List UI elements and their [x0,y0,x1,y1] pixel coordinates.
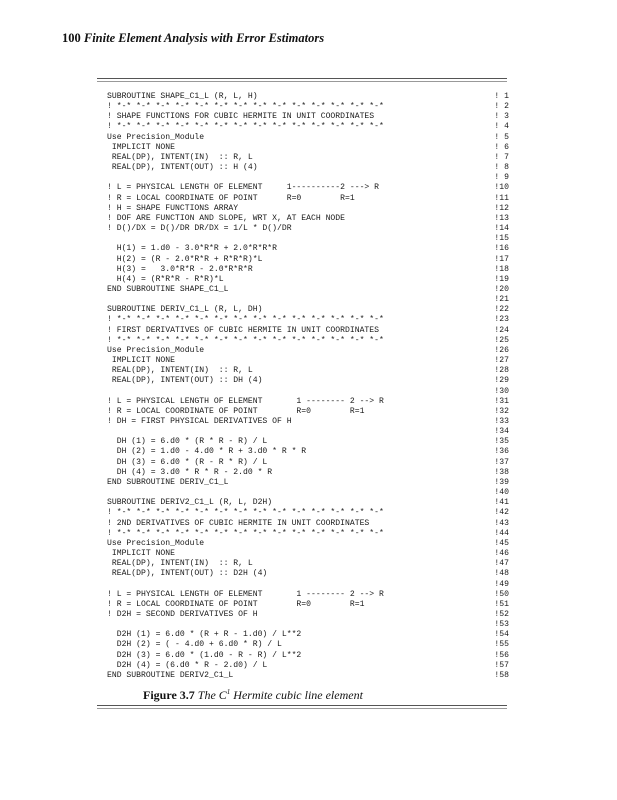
figure-bottom-rule-inner [97,708,507,709]
code-line-number: !21 [494,295,509,305]
code-line-number: !45 [494,538,509,548]
code-line [107,356,509,366]
code-line-number: !48 [494,569,509,579]
code-line [107,295,509,305]
caption-superscript: 1 [226,688,231,696]
code-line-number: !30 [494,386,509,396]
code-line-number: !46 [494,549,509,559]
code-line-text: REAL(DP), INTENT(OUT) :: DH (4) [107,376,263,386]
code-line-text: ! D2H = SECOND DERIVATIVES OF H [107,609,258,619]
code-line [107,92,509,102]
code-line-text: REAL(DP), INTENT(IN) :: R, L [107,366,253,376]
code-line-number: ! 1 [494,92,509,101]
code-line-number: !12 [494,203,509,213]
code-line-text: D2H (1) = 6.d0 * (R + R - 1.d0) / L**2 [107,630,302,640]
code-line [107,630,509,640]
code-listing [107,92,509,681]
code-line [107,569,509,579]
code-line-text: Use Precision_Module [107,538,205,548]
code-line-text: ! *-* *-* *-* *-* *-* *-* *-* *-* *-* *-* *-* *-* *-* *-* [107,335,384,345]
code-line [107,427,509,437]
code-line [107,559,509,569]
code-line-text: IMPLICIT NONE [107,356,175,366]
figure-top-rule [97,78,507,79]
code-line-text: ! L = PHYSICAL LENGTH OF ELEMENT 1----------2 ---> R [107,183,379,193]
figure-top-rule-inner [97,81,507,82]
code-line-text: D2H (3) = 6.d0 * (1.d0 - R - R) / L**2 [107,650,302,660]
code-line [107,366,509,376]
code-line [107,244,509,254]
code-line-number: !43 [494,518,509,528]
code-line-text: ! R = LOCAL COORDINATE OF POINT R=0 R=1 [107,599,365,609]
code-line [107,519,509,529]
code-line-text: ! L = PHYSICAL LENGTH OF ELEMENT 1 -------- 2 --> R [107,589,384,599]
code-line [107,640,509,650]
code-line-number: !40 [494,488,509,498]
code-line-text: IMPLICIT NONE [107,549,175,559]
code-line [107,234,509,244]
code-line [107,153,509,163]
code-line-number: !10 [494,183,509,193]
figure-label: Figure 3.7 [143,688,195,702]
running-header [62,31,324,46]
code-line [107,315,509,325]
code-line-number: !41 [494,498,509,508]
code-line [107,600,509,610]
code-line [107,651,509,661]
code-line-text: ! *-* *-* *-* *-* *-* *-* *-* *-* *-* *-* *-* *-* *-* *-* [107,122,384,132]
code-line [107,285,509,295]
code-line-text: SUBROUTINE DERIV2_C1_L (R, L, D2H) [107,498,273,508]
code-line [107,133,509,143]
code-line [107,529,509,539]
code-line-text: REAL(DP), INTENT(OUT) :: D2H (4) [107,569,268,579]
code-line [107,112,509,122]
code-line [107,498,509,508]
code-line-number: !16 [494,244,509,254]
code-line-number: !27 [494,356,509,366]
code-line [107,580,509,590]
code-line [107,407,509,417]
code-line [107,437,509,447]
code-line-text: REAL(DP), INTENT(IN) :: R, L [107,152,253,162]
code-line-number: ! 6 [494,142,509,152]
code-line [107,275,509,285]
code-line [107,326,509,336]
code-line-text: Use Precision_Module [107,345,205,355]
code-line [107,102,509,112]
code-line-text: ! SHAPE FUNCTIONS FOR CUBIC HERMITE IN UNIT COORDINATES [107,112,375,122]
code-line [107,376,509,386]
code-line-number: !31 [494,396,509,406]
code-line-number: ! 3 [494,112,509,122]
code-line-text: IMPLICIT NONE [107,142,175,152]
code-line [107,397,509,407]
code-line [107,173,509,183]
book-title: Finite Element Analysis with Error Estimators [83,31,325,45]
code-line [107,590,509,600]
code-line-number: !22 [494,305,509,315]
code-line [107,417,509,427]
code-line-text: ! L = PHYSICAL LENGTH OF ELEMENT 1 -------- 2 --> R [107,396,384,406]
code-line [107,194,509,204]
code-line [107,539,509,549]
code-line-text: DH (2) = 1.d0 - 4.d0 * R + 3.d0 * R * R [107,447,307,457]
code-line-number: !14 [494,224,509,234]
code-line-number: !53 [494,620,509,630]
code-line-text: ! DH = FIRST PHYSICAL DERIVATIVES OF H [107,417,292,426]
code-line-text: REAL(DP), INTENT(OUT) :: H (4) [107,163,258,173]
code-line [107,549,509,559]
code-line [107,336,509,346]
code-line-text: ! FIRST DERIVATIVES OF CUBIC HERMITE IN UNIT COORDINATES [107,325,379,335]
code-line-number: !49 [494,579,509,589]
code-line-text: ! R = LOCAL COORDINATE OF POINT R=0 R=1 [107,406,365,416]
code-line-text: H(1) = 1.d0 - 3.0*R*R + 2.0*R*R*R [107,244,277,254]
code-line-number: !20 [494,284,509,294]
code-line [107,478,509,488]
code-line-text: END SUBROUTINE SHAPE_C1_L [107,284,229,294]
code-line [107,610,509,620]
code-line-text: H(2) = (R - 2.0*R*R + R*R*R)*L [107,254,263,264]
code-line [107,671,509,681]
code-line-text: H(3) = 3.0*R*R - 2.0*R*R*R [107,264,253,274]
code-line-number: !32 [494,406,509,416]
code-line [107,661,509,671]
code-line [107,458,509,468]
code-line-number: !37 [494,457,509,467]
code-line-text: ! *-* *-* *-* *-* *-* *-* *-* *-* *-* *-* *-* *-* *-* *-* [107,315,384,325]
code-line-number: !39 [494,477,509,487]
code-line-text: SUBROUTINE DERIV_C1_L (R, L, DH) [107,305,263,315]
code-line [107,255,509,265]
code-line-number: !24 [494,325,509,335]
code-line-number: !54 [494,630,509,640]
code-line [107,488,509,498]
code-line-number: !38 [494,467,509,477]
code-line-text: Use Precision_Module [107,132,205,142]
code-line-text: H(4) = (R*R*R - R*R)*L [107,274,224,284]
code-line-number: !57 [494,660,509,670]
code-line-number: !47 [494,559,509,569]
code-line [107,183,509,193]
code-line-number: !15 [494,234,509,244]
code-line-text: ! 2ND DERIVATIVES OF CUBIC HERMITE IN UNIT COORDINATES [107,518,370,528]
code-line-text: DH (1) = 6.d0 * (R * R - R) / L [107,437,268,447]
code-line-number: !28 [494,366,509,376]
code-line [107,508,509,518]
code-line-number: !51 [494,599,509,609]
code-line-number: !52 [494,609,509,619]
caption-text-before: The C [197,688,227,702]
code-line-text: ! *-* *-* *-* *-* *-* *-* *-* *-* *-* *-* *-* *-* *-* *-* [107,508,384,518]
code-line-text: END SUBROUTINE DERIV_C1_L [107,477,229,487]
code-line-text: DH (3) = 6.d0 * (R - R * R) / L [107,457,268,467]
code-line [107,265,509,275]
code-line-number: ! 4 [494,122,509,132]
code-line [107,346,509,356]
code-line-number: ! 9 [494,173,509,183]
code-line-number: !17 [494,254,509,264]
code-line-number: !18 [494,264,509,274]
code-line-number: !44 [494,528,509,538]
code-line-text: REAL(DP), INTENT(IN) :: R, L [107,559,253,569]
code-line [107,620,509,630]
code-line-number: !11 [494,193,509,203]
code-line-number: !26 [494,345,509,355]
code-line-number: !25 [494,335,509,345]
code-line [107,224,509,234]
code-line-number: ! 5 [494,132,509,142]
code-line-text: END SUBROUTINE DERIV2_C1_L [107,670,234,680]
code-line-text: D2H (4) = (6.d0 * R - 2.d0) / L [107,660,268,670]
code-line-text: D2H (2) = ( - 4.d0 + 6.d0 * R) / L [107,640,282,650]
code-line-number: !36 [494,447,509,457]
code-line-text: ! *-* *-* *-* *-* *-* *-* *-* *-* *-* *-* *-* *-* *-* *-* [107,102,384,112]
code-line-number: ! 8 [494,163,509,173]
code-line [107,447,509,457]
code-line-number: !23 [494,315,509,325]
code-line-number: !34 [494,427,509,437]
code-line [107,387,509,397]
code-line-number: ! 7 [494,152,509,162]
code-line [107,305,509,315]
page-number: 100 [62,31,81,45]
code-line-text: ! DOF ARE FUNCTION AND SLOPE, WRT X, AT EACH NODE [107,213,345,223]
code-line-number: !13 [494,213,509,223]
code-line-text: ! H = SHAPE FUNCTIONS ARRAY [107,203,239,213]
figure-bottom-rule [97,705,507,706]
code-line-number: !19 [494,274,509,284]
code-line [107,143,509,153]
code-line [107,163,509,173]
code-line [107,468,509,478]
code-line-number: !56 [494,650,509,660]
code-line-number: !33 [494,417,509,426]
code-line-text: DH (4) = 3.d0 * R * R - 2.d0 * R [107,467,273,477]
figure-caption [143,688,363,703]
code-line-number: ! 2 [494,102,509,112]
code-line [107,214,509,224]
code-line-number: !58 [494,670,509,680]
code-line-number: !50 [494,589,509,599]
code-line-text: ! R = LOCAL COORDINATE OF POINT R=0 R=1 [107,193,355,203]
code-line-number: !29 [494,376,509,386]
caption-text-after: Hermite cubic line element [230,688,363,702]
code-line-text: SUBROUTINE SHAPE_C1_L (R, L, H) [107,92,258,101]
code-line [107,204,509,214]
code-line-text: ! D()/DX = D()/DR DR/DX = 1/L * D()/DR [107,224,292,234]
code-line-number: !35 [494,437,509,447]
code-line-number: !55 [494,640,509,650]
code-line [107,122,509,132]
code-line-text: ! *-* *-* *-* *-* *-* *-* *-* *-* *-* *-* *-* *-* *-* *-* [107,528,384,538]
code-line-number: !42 [494,508,509,518]
